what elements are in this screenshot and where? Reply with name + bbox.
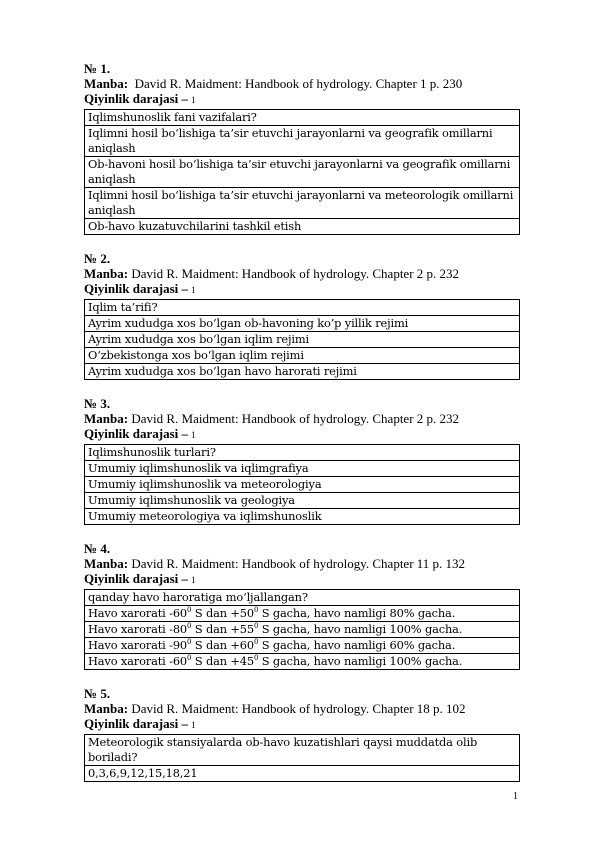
option-part: Havo xarorati -90 <box>88 638 188 652</box>
option-part: S dan +55 <box>191 622 254 636</box>
question-block-4 <box>84 541 520 670</box>
question-row <box>85 300 520 316</box>
answer-row <box>85 766 520 782</box>
option-part: S gacha, havo namligi 100% gacha. <box>258 622 463 636</box>
question-block-5 <box>84 686 520 782</box>
degree-sup: 0 <box>187 638 192 646</box>
answer-option: Ob-havo kuzatuvchilarini tashkil etish <box>85 219 520 235</box>
question-row <box>85 445 520 461</box>
difficulty-line <box>84 716 520 733</box>
question-number: № 1. <box>84 61 111 76</box>
difficulty-value: 1 <box>191 720 196 730</box>
answer-row <box>85 638 520 654</box>
answer-row <box>85 364 520 380</box>
difficulty-value: 1 <box>191 575 196 585</box>
source-line <box>84 266 520 281</box>
question-number: № 2. <box>84 251 111 266</box>
answer-option: O‘zbekistonga xos bo‘lgan iqlim rejimi <box>85 348 520 364</box>
question-number: № 3. <box>84 396 111 411</box>
degree-sup: 0 <box>187 606 192 614</box>
option-part: S gacha, havo namligi 80% gacha. <box>258 606 456 620</box>
source-line <box>84 411 520 426</box>
question-block-3 <box>84 396 520 525</box>
option-part: S dan +45 <box>191 654 254 668</box>
difficulty-label: Qiyinlik darajasi – <box>84 91 189 106</box>
difficulty-line <box>84 571 520 588</box>
answer-row <box>85 332 520 348</box>
difficulty-label: Qiyinlik darajasi – <box>84 426 189 441</box>
answer-row <box>85 654 520 670</box>
source-text: David R. Maidment: Handbook of hydrology. Chapter 18 p. 102 <box>128 701 466 716</box>
difficulty-label: Qiyinlik darajasi – <box>84 571 189 586</box>
question-table <box>84 734 520 782</box>
source-label: Manba: <box>84 266 129 281</box>
degree-sup: 0 <box>187 622 192 630</box>
degree-sup: 0 <box>253 654 259 662</box>
question-table <box>84 589 520 670</box>
source-label: Manba: <box>84 76 129 91</box>
difficulty-label: Qiyinlik darajasi – <box>84 716 189 731</box>
source-label: Manba: <box>84 411 129 426</box>
question-table <box>84 299 520 380</box>
answer-row <box>85 493 520 509</box>
answer-row <box>85 477 520 493</box>
option-part: Havo xarorati -60 <box>88 606 188 620</box>
question-text: Iqlimshunoslik turlari? <box>85 445 520 461</box>
answer-option <box>85 638 520 654</box>
answer-row <box>85 316 520 332</box>
answer-row <box>85 509 520 525</box>
degree-sup: 0 <box>253 622 259 630</box>
source-line <box>84 556 520 571</box>
document-page <box>84 61 520 798</box>
answer-option: Ob-havoni hosil bo‘lishiga ta’sir etuvchi jarayonlarni va geografik omillarni aniqlash <box>85 157 520 188</box>
answer-row <box>85 348 520 364</box>
answer-option: Ayrim xududga xos bo‘lgan iqlim rejimi <box>85 332 520 348</box>
source-label: Manba: <box>84 701 129 716</box>
answer-option: Ayrim xududga xos bo‘lgan ob-havoning ko’p yillik rejimi <box>85 316 520 332</box>
question-number: № 5. <box>84 686 111 701</box>
question-text: Iqlimshunoslik fani vazifalari? <box>85 110 520 126</box>
source-label: Manba: <box>84 556 129 571</box>
difficulty-value: 1 <box>191 430 196 440</box>
question-block-2 <box>84 251 520 380</box>
answer-row <box>85 126 520 157</box>
answer-option: Umumiy meteorologiya va iqlimshunoslik <box>85 509 520 525</box>
question-text: Meteorologik stansiyalarda ob-havo kuzatishlari qaysi muddatda olib boriladi? <box>85 735 520 766</box>
question-table <box>84 444 520 525</box>
difficulty-line <box>84 426 520 443</box>
question-table <box>84 109 520 235</box>
difficulty-line <box>84 91 520 108</box>
difficulty-label: Qiyinlik darajasi – <box>84 281 189 296</box>
source-text: David R. Maidment: Handbook of hydrology. Chapter 1 p. 230 <box>128 76 463 91</box>
answer-row <box>85 461 520 477</box>
degree-sup: 0 <box>187 654 192 662</box>
answer-option <box>85 606 520 622</box>
source-line <box>84 701 520 716</box>
answer-row <box>85 606 520 622</box>
option-part: S dan +60 <box>191 638 254 652</box>
answer-option: Umumiy iqlimshunoslik va iqlimgrafiya <box>85 461 520 477</box>
difficulty-value: 1 <box>191 95 196 105</box>
answer-option: Ayrim xududga xos bo‘lgan havo harorati rejimi <box>85 364 520 380</box>
difficulty-value: 1 <box>191 285 196 295</box>
question-row <box>85 110 520 126</box>
answer-row <box>85 188 520 219</box>
source-line <box>84 76 520 91</box>
answer-row <box>85 622 520 638</box>
option-part: S gacha, havo namligi 100% gacha. <box>258 654 463 668</box>
question-row <box>85 590 520 606</box>
option-part: Havo xarorati -60 <box>88 654 188 668</box>
degree-sup: 0 <box>253 606 259 614</box>
answer-option <box>85 654 520 670</box>
answer-option: Umumiy iqlimshunoslik va geologiya <box>85 493 520 509</box>
source-text: David R. Maidment: Handbook of hydrology. Chapter 2 p. 232 <box>128 266 460 281</box>
source-text: David R. Maidment: Handbook of hydrology. Chapter 11 p. 132 <box>128 556 466 571</box>
option-part: Havo xarorati -80 <box>88 622 188 636</box>
question-text: Iqlim ta’rifi? <box>85 300 520 316</box>
answer-option: Iqlimni hosil bo‘lishiga ta’sir etuvchi jarayonlarni va meteorologik omillarni aniqlash <box>85 188 520 219</box>
page-number: 1 <box>513 791 518 802</box>
degree-sup: 0 <box>253 638 259 646</box>
source-text: David R. Maidment: Handbook of hydrology. Chapter 2 p. 232 <box>128 411 460 426</box>
answer-option: Iqlimni hosil bo‘lishiga ta’sir etuvchi jarayonlarni va geografik omillarni aniqlash <box>85 126 520 157</box>
question-number: № 4. <box>84 541 111 556</box>
answer-row <box>85 219 520 235</box>
answer-option: 0,3,6,9,12,15,18,21 <box>85 766 520 782</box>
answer-option <box>85 622 520 638</box>
question-text: qanday havo haroratiga mo‘ljallangan? <box>85 590 520 606</box>
question-row <box>85 735 520 766</box>
answer-option: Umumiy iqlimshunoslik va meteorologiya <box>85 477 520 493</box>
answer-row <box>85 157 520 188</box>
question-block-1 <box>84 61 520 235</box>
difficulty-line <box>84 281 520 298</box>
option-part: S dan +50 <box>191 606 254 620</box>
option-part: S gacha, havo namligi 60% gacha. <box>258 638 456 652</box>
